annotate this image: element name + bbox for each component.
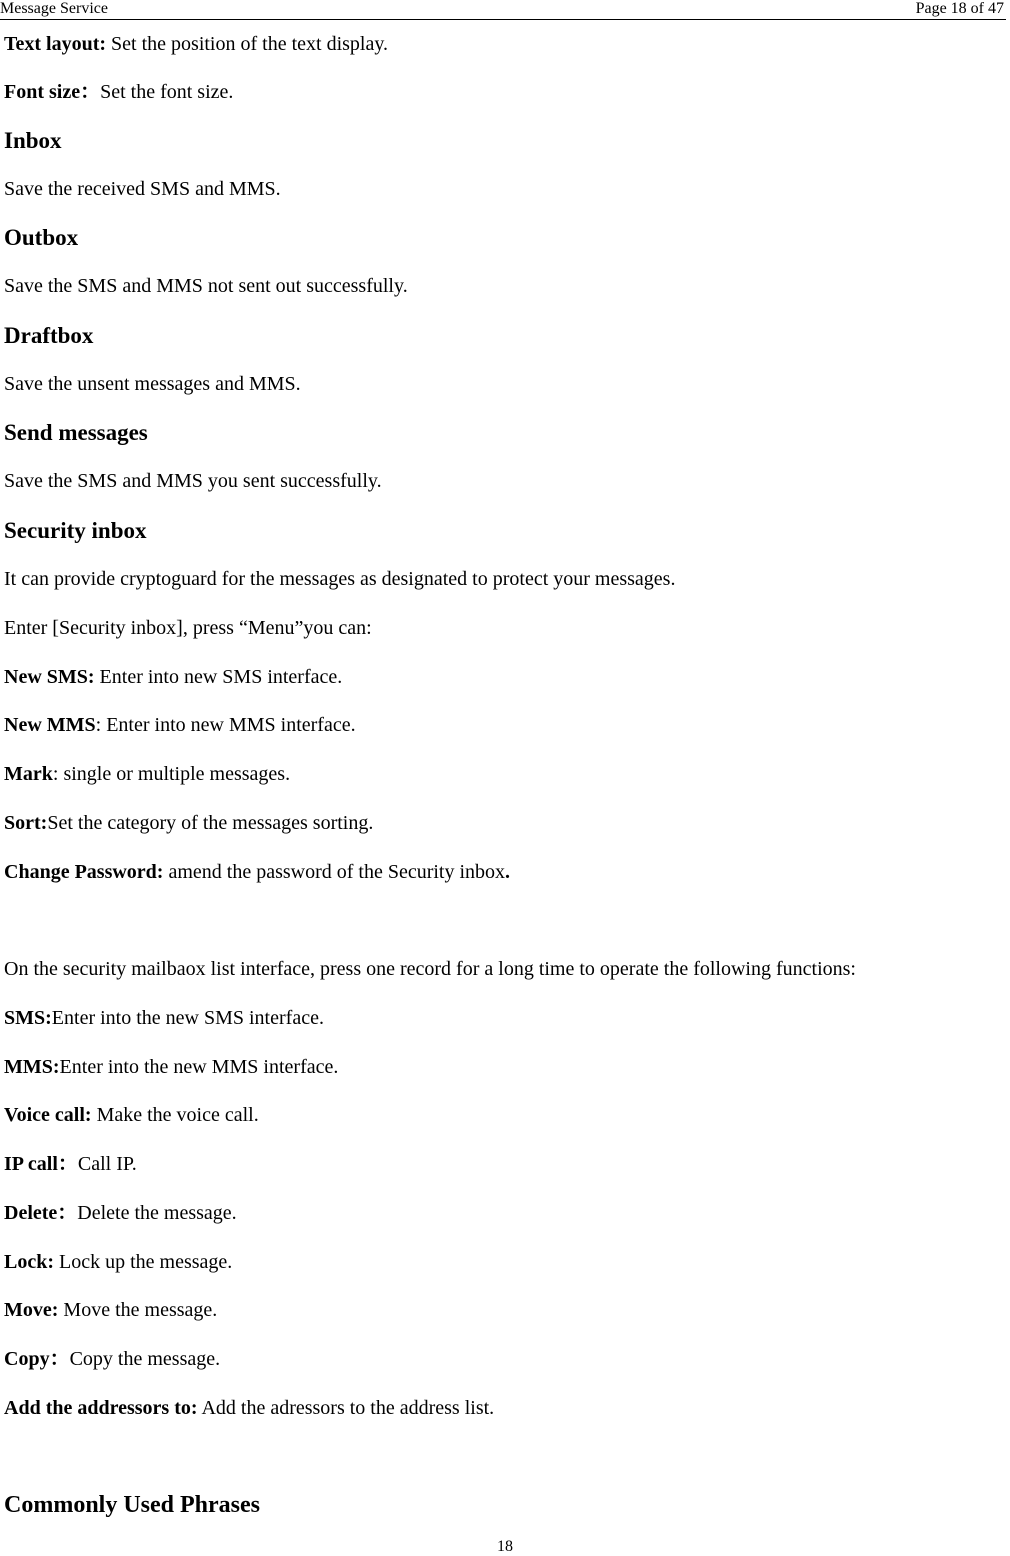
page-number: 18 — [497, 1538, 513, 1555]
sort-label: Sort: — [4, 812, 48, 834]
text-layout-text: Set the position of the text display. — [106, 33, 389, 55]
security-inbox-text2: Enter [Security inbox], press “Menu”you can: — [4, 617, 372, 639]
new-sms-text: Enter into new SMS interface. — [94, 666, 343, 688]
lp-lock-label: Lock: — [4, 1251, 54, 1273]
lp-copy-label: Copy： — [4, 1348, 70, 1370]
change-password-text: amend the password of the Security inbox — [163, 861, 506, 883]
lp-voice-call-label: Voice call: — [4, 1104, 92, 1126]
lp-ip-call-label: IP call： — [4, 1153, 78, 1175]
lp-sms-label: SMS: — [4, 1007, 52, 1029]
header-title: Message Service — [0, 0, 108, 17]
lp-add-addressors-text: Add the adressors to the address list. — [197, 1397, 495, 1419]
lp-mms-line — [4, 1055, 338, 1079]
lp-copy-line — [4, 1347, 220, 1371]
lp-add-addressors-line — [4, 1396, 494, 1420]
lp-delete-text: Delete the message. — [77, 1202, 237, 1224]
new-mms-line — [4, 713, 356, 737]
lp-mms-text: Enter into the new MMS interface. — [59, 1056, 339, 1078]
lp-delete-label: Delete： — [4, 1202, 78, 1224]
lp-copy-text: Copy the message. — [69, 1348, 221, 1370]
header-page-info: Page 18 of 47 — [915, 0, 1004, 17]
text-layout-label: Text layout: — [4, 33, 107, 55]
font-size-line — [4, 80, 233, 104]
outbox-text: Save the SMS and MMS not sent out successfully. — [4, 275, 408, 297]
draftbox-text: Save the unsent messages and MMS. — [4, 373, 301, 395]
mark-text: : single or multiple messages. — [52, 763, 291, 785]
lp-add-addressors-label: Add the addressors to: — [4, 1397, 198, 1419]
security-inbox-heading: Security inbox — [4, 518, 147, 543]
new-mms-label: New MMS — [4, 714, 96, 736]
send-messages-heading: Send messages — [4, 420, 148, 445]
lp-move-label: Move: — [4, 1299, 59, 1321]
sort-line — [4, 811, 373, 835]
text-layout-line — [4, 32, 388, 56]
new-sms-label: New SMS: — [4, 666, 95, 688]
change-password-line — [4, 860, 510, 884]
new-sms-line — [4, 665, 342, 689]
lp-lock-text: Lock up the message. — [54, 1251, 233, 1273]
inbox-heading: Inbox — [4, 128, 62, 153]
lp-sms-line — [4, 1006, 324, 1030]
lp-lock-line — [4, 1250, 232, 1274]
change-password-label: Change Password: — [4, 861, 164, 883]
lp-ip-call-line — [4, 1152, 137, 1176]
lp-delete-line — [4, 1201, 237, 1225]
lp-ip-call-text: Call IP. — [77, 1153, 137, 1175]
sort-text: Set the category of the messages sorting. — [47, 812, 374, 834]
lp-move-line — [4, 1298, 217, 1322]
font-size-text: Set the font size. — [100, 81, 234, 103]
change-password-end: . — [505, 861, 511, 883]
new-mms-text: : Enter into new MMS interface. — [95, 714, 356, 736]
inbox-text: Save the received SMS and MMS. — [4, 178, 281, 200]
font-size-label: Font size： — [4, 81, 101, 103]
mark-label: Mark — [4, 763, 53, 785]
lp-sms-text: Enter into the new SMS interface. — [51, 1007, 324, 1029]
send-messages-text: Save the SMS and MMS you sent successfully. — [4, 470, 382, 492]
draftbox-heading: Draftbox — [4, 323, 94, 348]
long-press-intro: On the security mailbaox list interface, press one record for a long time to operate the following functions: — [4, 958, 856, 980]
security-inbox-text1: It can provide cryptoguard for the messages as designated to protect your messages. — [4, 568, 676, 590]
commonly-used-phrases-heading: Commonly Used Phrases — [4, 1492, 260, 1518]
lp-voice-call-text: Make the voice call. — [91, 1104, 259, 1126]
page-header — [0, 0, 1006, 20]
mark-line — [4, 762, 290, 786]
lp-mms-label: MMS: — [4, 1056, 60, 1078]
lp-voice-call-line — [4, 1103, 259, 1127]
outbox-heading: Outbox — [4, 225, 79, 250]
lp-move-text: Move the message. — [58, 1299, 218, 1321]
